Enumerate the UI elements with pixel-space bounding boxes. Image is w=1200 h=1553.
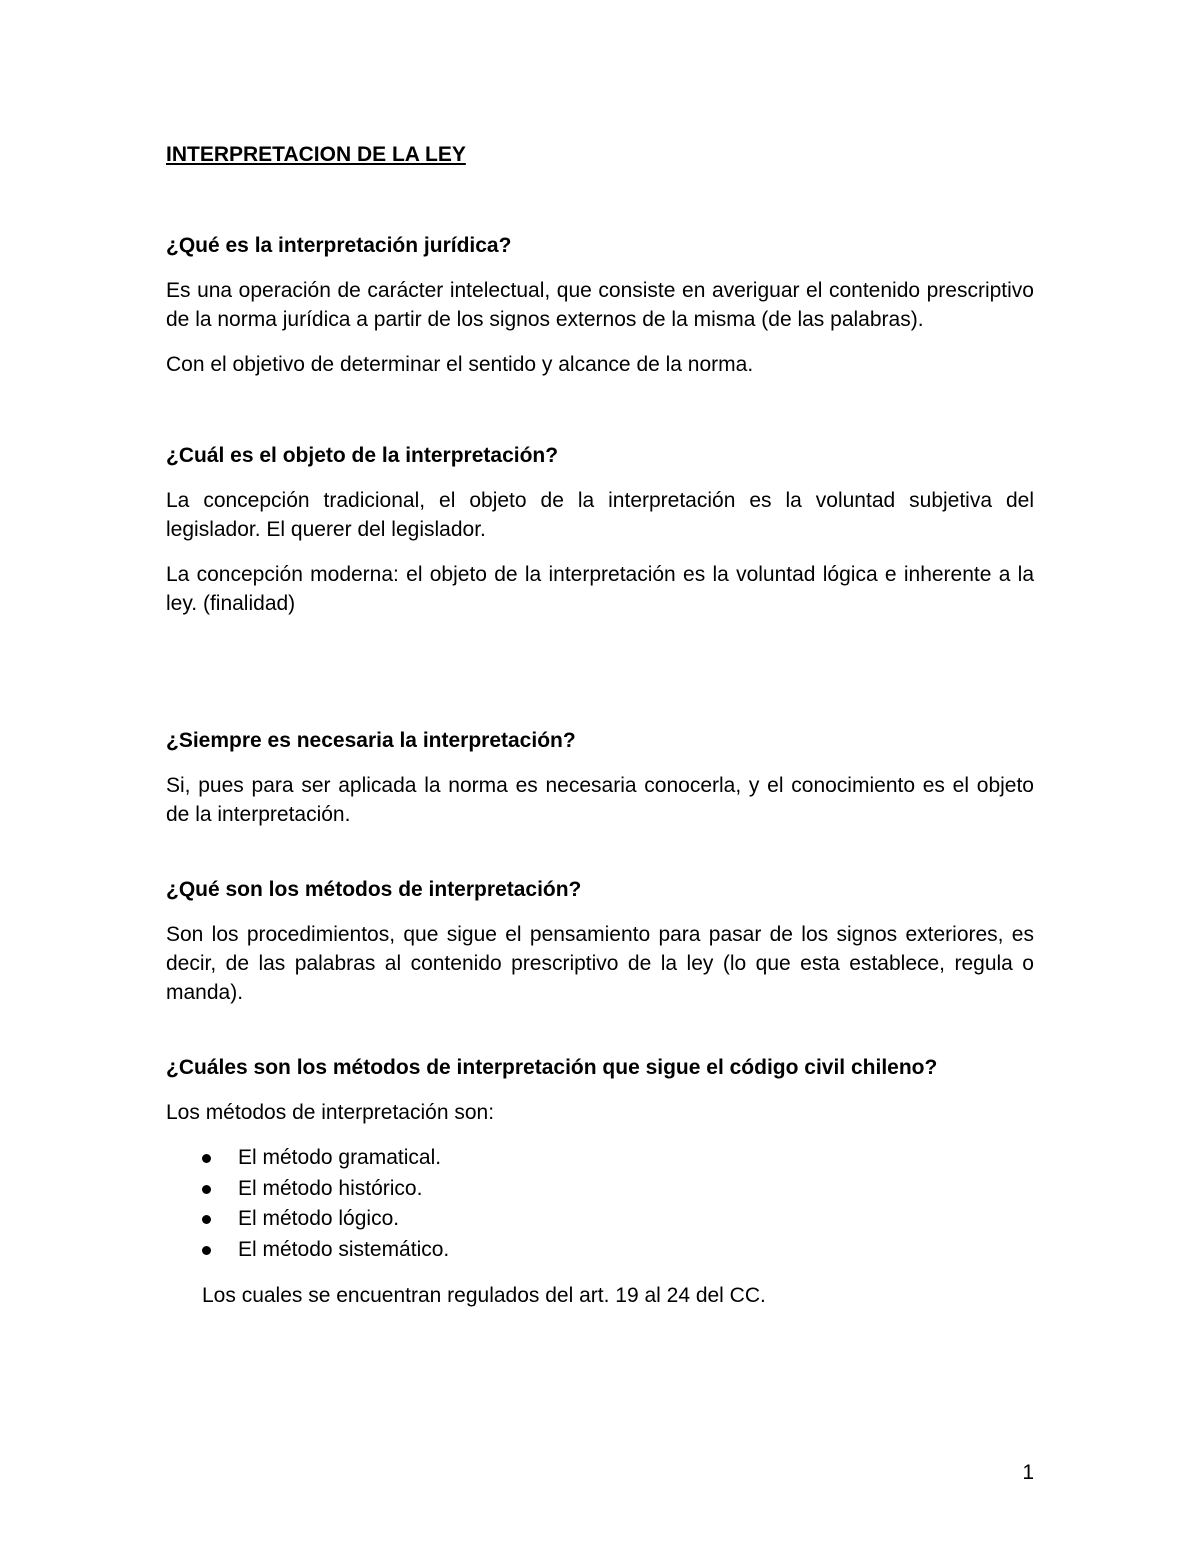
section-question: ¿Cuál es el objeto de la interpretación? bbox=[166, 444, 559, 467]
bullet-icon bbox=[202, 1246, 211, 1255]
section-paragraph: La concepción moderna: el objeto de la interpretación es la voluntad lógica e inherente a la ley. (finalidad) bbox=[166, 563, 1034, 615]
section-paragraph: Es una operación de carácter intelectual, que consiste en averiguar el contenido prescriptivo de la norma jurídica a partir de los signos externos de la misma (de las palabras). bbox=[166, 279, 1034, 331]
spacer bbox=[166, 1023, 1034, 1053]
document-body bbox=[166, 140, 1034, 1310]
closing-paragraph: Los cuales se encuentran regulados del art. 19 al 24 del CC. bbox=[202, 1284, 766, 1307]
list-item bbox=[166, 1235, 1034, 1266]
list-item-text: El método histórico. bbox=[238, 1176, 423, 1200]
section-question: ¿Cuáles son los métodos de interpretación que sigue el código civil chileno? bbox=[166, 1056, 938, 1079]
bullet-icon bbox=[202, 1185, 211, 1194]
document-title: INTERPRETACION DE LA LEY bbox=[166, 143, 466, 166]
methods-list bbox=[166, 1143, 1034, 1265]
section-question: ¿Qué son los métodos de interpretación? bbox=[166, 878, 582, 901]
list-item-text: El método gramatical. bbox=[238, 1146, 442, 1169]
section-question: ¿Siempre es necesaria la interpretación? bbox=[166, 729, 576, 752]
bullet-icon bbox=[202, 1154, 211, 1163]
section-paragraph: Son los procedimientos, que sigue el pensamiento para pasar de los signos exteriores, es decir, de las palabras al contenido prescriptivo de la ley (lo que esta establece, regula o manda). bbox=[166, 923, 1034, 1004]
section-question: ¿Qué es la interpretación jurídica? bbox=[166, 234, 512, 257]
spacer bbox=[166, 395, 1034, 441]
bullet-icon bbox=[202, 1215, 211, 1224]
list-item bbox=[166, 1143, 1034, 1174]
section-paragraph: Si, pues para ser aplicada la norma es necesaria conocerla, y el conocimiento es el objeto de la interpretación. bbox=[166, 774, 1034, 826]
list-item bbox=[166, 1174, 1034, 1205]
spacer bbox=[166, 845, 1034, 875]
section-paragraph: Los métodos de interpretación son: bbox=[166, 1101, 495, 1124]
list-item bbox=[166, 1204, 1034, 1235]
section-paragraph: Con el objetivo de determinar el sentido y alcance de la norma. bbox=[166, 353, 754, 376]
page-number: 1 bbox=[1022, 1461, 1034, 1484]
section-paragraph: La concepción tradicional, el objeto de la interpretación es la voluntad subjetiva del legislador. El querer del legislador. bbox=[166, 489, 1034, 541]
list-item-text: El método lógico. bbox=[238, 1207, 400, 1230]
list-item-text: El método sistemático. bbox=[238, 1237, 450, 1261]
spacer bbox=[166, 634, 1034, 726]
